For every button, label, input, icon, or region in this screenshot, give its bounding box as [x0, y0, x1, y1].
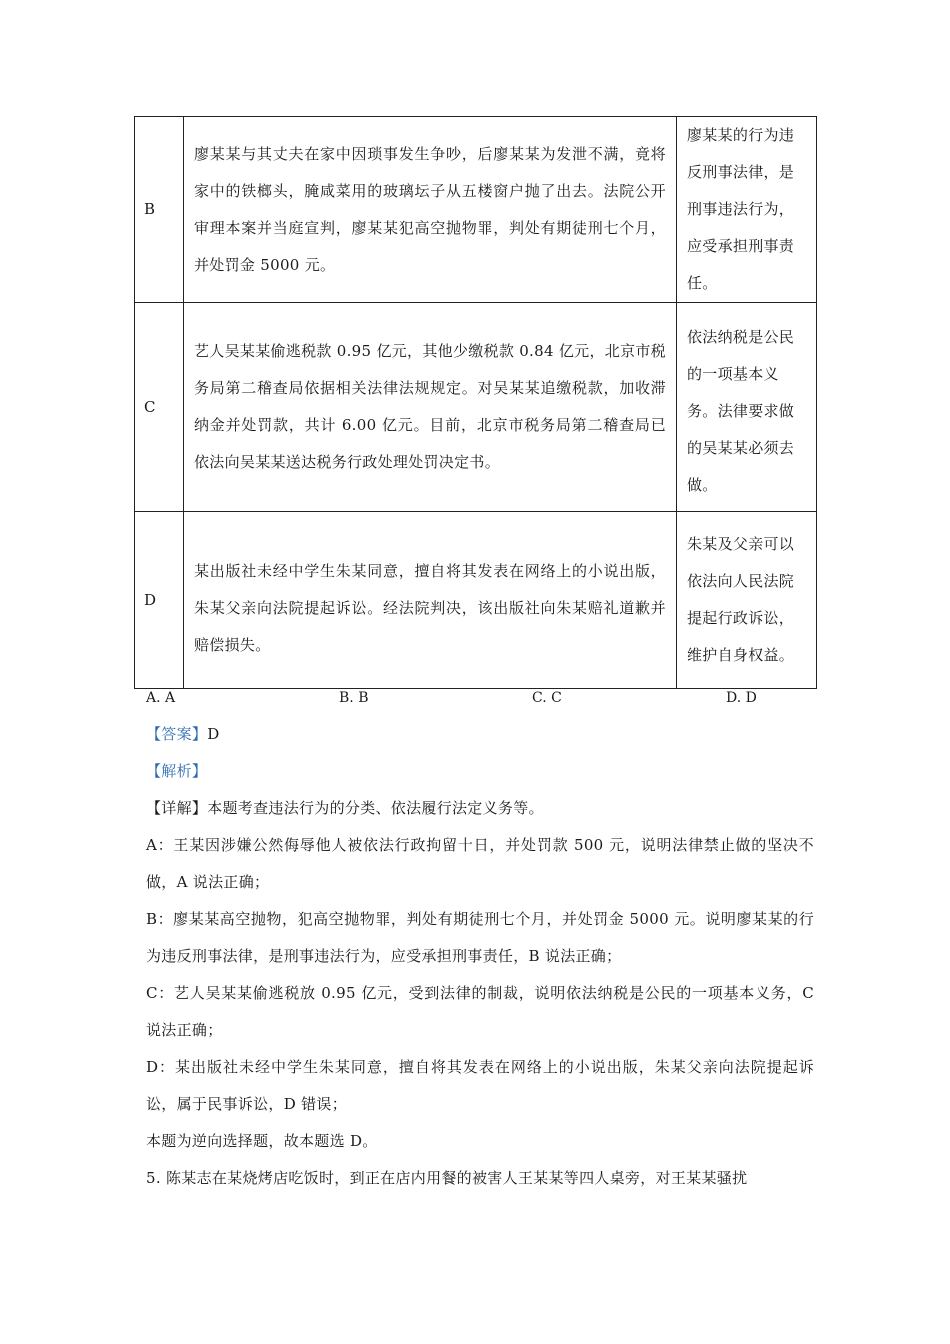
option-conclusion: 朱某及父亲可以依法向人民法院提起行政诉讼，维护自身权益。: [677, 512, 817, 689]
analysis-tag: 【解析】: [146, 762, 208, 780]
table-row: [135, 512, 817, 689]
answer-line: [146, 716, 814, 753]
choice-b: B. B: [339, 690, 369, 706]
option-label: D: [135, 512, 184, 689]
analysis-paragraph-a: A：王某因涉嫌公然侮辱他人被依法行政拘留十日，并处罚款 500 元，说明法律禁止做的坚决不做，A 说法正确；: [146, 836, 814, 891]
analysis-line: [146, 753, 814, 790]
choice-d: D. D: [726, 690, 757, 706]
table-row: [135, 303, 817, 512]
option-conclusion: 依法纳税是公民的一项基本义务。法律要求做的吴某某必须去做。: [677, 303, 817, 512]
analysis-conclusion: 本题为逆向选择题，故本题选 D。: [146, 1132, 378, 1150]
option-label: C: [135, 303, 184, 512]
detail-text: 本题考查违法行为的分类、依法履行法定义务等。: [207, 799, 544, 817]
option-label: B: [135, 117, 184, 303]
options-table: [134, 116, 817, 689]
analysis-paragraph-d: D：某出版社未经中学生朱某同意，擅自将其发表在网络上的小说出版，朱某父亲向法院提起诉讼，属于民事诉讼，D 错误；: [146, 1058, 814, 1113]
question-5-stem: 5. 陈某志在某烧烤店吃饭时，到正在店内用餐的被害人王某某等四人桌旁，对王某某骚扰: [146, 1169, 748, 1187]
detail-tag: 【详解】: [146, 799, 208, 817]
answer-tag: 【答案】: [146, 725, 208, 743]
choice-a: A. A: [146, 690, 176, 706]
option-conclusion: 廖某某的行为违反刑事法律，是刑事违法行为，应受承担刑事责任。: [677, 117, 817, 303]
answer-value: D: [207, 725, 220, 743]
table-row: [135, 117, 817, 303]
option-description: 廖某某与其丈夫在家中因琐事发生争吵，后廖某某为发泄不满，竟将家中的铁榔头，腌咸菜用的玻璃坛子从五楼窗户抛了出去。法院公开审理本案并当庭宣判，廖某某犯高空抛物罪，判处有期徒刑七个月，并处罚金 5000 元。: [184, 117, 677, 303]
option-description: 艺人吴某某偷逃税款 0.95 亿元，其他少缴税款 0.84 亿元，北京市税务局第二稽查局依据相关法律法规规定。对吴某某追缴税款，加收滞纳金并处罚款，共计 6.00 亿元。目前，北京市税务局第二稽查局已依法向吴某某送达税务行政处理处罚决定书。: [184, 303, 677, 512]
option-description: 某出版社未经中学生朱某同意，擅自将其发表在网络上的小说出版，朱某父亲向法院提起诉讼。经法院判决，该出版社向朱某赔礼道歉并赔偿损失。: [184, 512, 677, 689]
detail-line: [146, 790, 814, 827]
analysis-paragraph-b: B：廖某某高空抛物，犯高空抛物罪，判处有期徒刑七个月，并处罚金 5000 元。说明廖某某的行为违反刑事法律，是刑事违法行为，应受承担刑事责任，B 说法正确；: [146, 910, 814, 965]
analysis-paragraph-c: C：艺人吴某某偷逃税放 0.95 亿元，受到法律的制裁，说明依法纳税是公民的一项基本义务，C 说法正确；: [146, 984, 814, 1039]
answer-choices: [146, 683, 846, 713]
choice-c: C. C: [532, 690, 562, 706]
